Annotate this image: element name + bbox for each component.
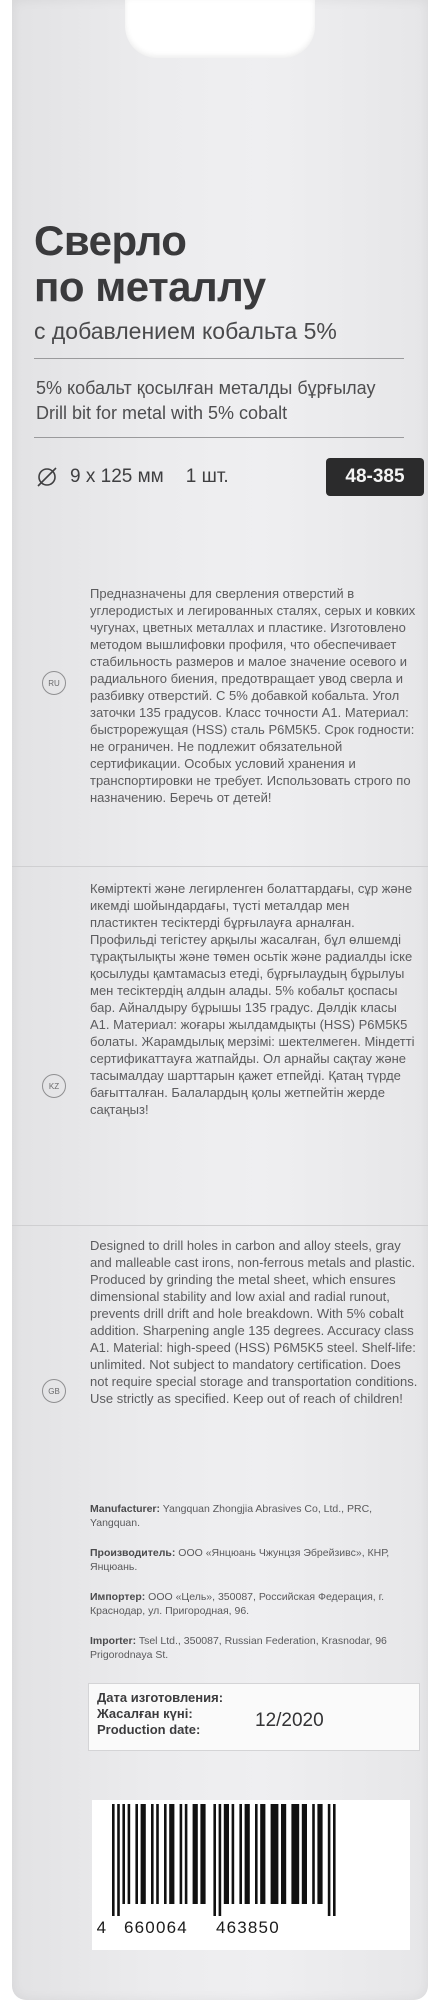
- description-en: [90, 1237, 418, 1407]
- legal-label: Manufacturer:: [90, 1503, 161, 1515]
- spec-size: 9 х 125 мм: [70, 466, 164, 487]
- production-date-labels: [97, 1690, 223, 1738]
- barcode-bar: [213, 1804, 216, 1916]
- article-badge: 48-385: [326, 458, 424, 496]
- section-separator: [12, 1225, 428, 1226]
- title-line-1: Сверло: [34, 217, 187, 264]
- barcode-bar: [291, 1804, 299, 1904]
- barcode-lead-digit: 4: [96, 1918, 108, 1937]
- production-date-box: [88, 1683, 420, 1751]
- barcode-bar: [117, 1804, 120, 1916]
- barcode-bar: [281, 1804, 286, 1904]
- barcode-bar: [169, 1804, 174, 1904]
- barcode-bar: [302, 1804, 307, 1904]
- barcode-bar: [219, 1804, 222, 1916]
- barcode-bar: [164, 1804, 167, 1904]
- production-label-kz: Жасалған күні:: [97, 1706, 193, 1721]
- barcode-bar: [328, 1804, 331, 1916]
- barcode-bar: [333, 1804, 336, 1916]
- barcode: [92, 1800, 410, 1950]
- description-kz: [90, 880, 418, 1118]
- legal-text: Yangquan Zhongjia Abrasives Co, Ltd., PRC, Yangquan.: [90, 1503, 373, 1529]
- barcode-bar: [239, 1804, 242, 1904]
- legal-importer-en: [90, 1634, 420, 1662]
- barcode-bar: [232, 1804, 235, 1904]
- description-en-text: Designed to drill holes in carbon and alloy steels, gray and malleable cast irons, non-ferrous metals and plastic. Produced by grinding the metal sheet, which ensures dimensional stability and low axial and radial runout, prevents drill drift and hole breakdown. With 5% cobalt addition. Sharpening angle 135 degrees. Accuracy class A1. Material: high-speed (HSS) P6M5K5 steel. Shelf-life: unlimited. Not subject to mandatory certification. Does not require special storage and transportation conditions. Use strictly as specified. Keep out of reach of children!: [90, 1238, 418, 1406]
- barcode-bar: [135, 1804, 138, 1904]
- spec-quantity: 1 шт.: [185, 466, 229, 487]
- barcode-bar: [128, 1804, 131, 1904]
- title-divider: [34, 358, 404, 359]
- barcode-bar: [271, 1804, 279, 1904]
- legal-label: Импортер:: [90, 1591, 146, 1603]
- barcode-bar: [151, 1804, 154, 1904]
- legal-label: Производитель:: [90, 1547, 176, 1559]
- lang-badge-ru: RU: [42, 671, 66, 695]
- title-line-2: по металлу: [34, 263, 266, 310]
- legal-text: ООО «Янцюань Чжунцзя Эбрейзивс», КНР, Янцюань.: [90, 1547, 390, 1573]
- barcode-bars: [110, 1804, 392, 1916]
- description-ru-text: Предназначены для сверления отверстий в углеродистых и легированных сталях, серых и ковких чугунах, цветных металлах и пластике. Изготовлено методом вышлифовки профиля, что обеспечивает стабильность размеров и малое значение осевого и радиального биения, предотвращает увод сверла и разбивку отверстий. С 5% добавкой кобальта. Угол заточки 135 градусов. Класс точности А1. Материал: быстрорежущая (HSS) сталь Р6М5К5. Срок годности: не ограничен. Не подлежит обязательной сертификации. Особых условий хранения и транспортировки не требует. Использовать строго по назначению. Беречь от детей!: [90, 586, 416, 805]
- legal-manufacturer-en: [90, 1502, 420, 1530]
- english-title: Drill bit for metal with 5% cobalt: [36, 403, 288, 423]
- lang-badge-kz: KZ: [42, 1074, 66, 1098]
- lang-badge-gb: GB: [42, 1379, 66, 1403]
- barcode-bar: [255, 1804, 258, 1904]
- kazakh-title: 5% кобальт қосылған металды бұрғылау: [36, 378, 376, 398]
- barcode-bar: [312, 1804, 315, 1904]
- spec-row: [36, 462, 229, 492]
- barcode-bar: [260, 1804, 265, 1904]
- product-title: [34, 218, 266, 310]
- barcode-digits: [92, 1918, 410, 1938]
- production-label-ru: Дата изготовления:: [97, 1690, 224, 1705]
- barcode-bar: [200, 1804, 205, 1904]
- barcode-bar: [156, 1804, 159, 1904]
- legal-text: ООО «Цель», 350087, Российская Федерация, г. Краснодар, ул. Пригородная, 96.: [90, 1591, 385, 1617]
- description-kz-text: Көміртекті және легирленген болаттардағы, сұр және икемді шойындардағы, түсті металдар мен пластиктен тесіктерді бұрғылауға арналған. Профильді тегістеу арқылы жасалған, бұл өлшемді тұрақтылықты және төмен осьтік және радиалды іске қосылуды қамтамасыз етеді, бұрғылаудың бұрылуы мен тесіктердің алдын алады. 5% кобальт қоспасы бар. Айналдыру бұрышы 135 градус. Дәлдік класы А1. Материал: жоғары жылдамдықты (HSS) Р6М5К5 болаты. Жарамдылық мерзімі: шектелмеген. Міндетті сертификаттауға жатпайды. Ол арнайы сақтау және тасымалдау шарттарын қажет етпейді. Қатаң түрде бағытталған. Балалардың қолы жетпейтін жерде сақтаңыз!: [90, 881, 415, 1117]
- barcode-bar: [245, 1804, 250, 1904]
- barcode-bar: [193, 1804, 198, 1904]
- barcode-bar: [141, 1804, 146, 1904]
- barcode-right-digits: 463850: [215, 1918, 280, 1937]
- hang-hole: [125, 0, 315, 58]
- legal-label: Importer:: [90, 1635, 137, 1647]
- product-subtitle: с добавлением кобальта 5%: [34, 318, 337, 344]
- barcode-bar: [224, 1804, 229, 1904]
- description-ru: [90, 585, 418, 806]
- barcode-bar: [122, 1804, 125, 1904]
- barcode-bar: [112, 1804, 115, 1916]
- legal-importer-ru: [90, 1590, 420, 1618]
- section-separator: [12, 866, 428, 867]
- spec-divider: [34, 437, 404, 438]
- production-date-value: 12/2020: [255, 1710, 324, 1731]
- barcode-bar: [185, 1804, 188, 1904]
- diameter-icon: [36, 466, 58, 488]
- legal-text: Tsel Ltd., 350087, Russian Federation, Krasnodar, 96 Prigorodnaya St.: [90, 1635, 387, 1661]
- barcode-bar: [180, 1804, 183, 1904]
- barcode-bar: [317, 1804, 322, 1904]
- legal-manufacturer-ru: [90, 1546, 420, 1574]
- barcode-left-digits: 660064: [124, 1918, 188, 1937]
- production-label-en: Production date:: [97, 1722, 201, 1737]
